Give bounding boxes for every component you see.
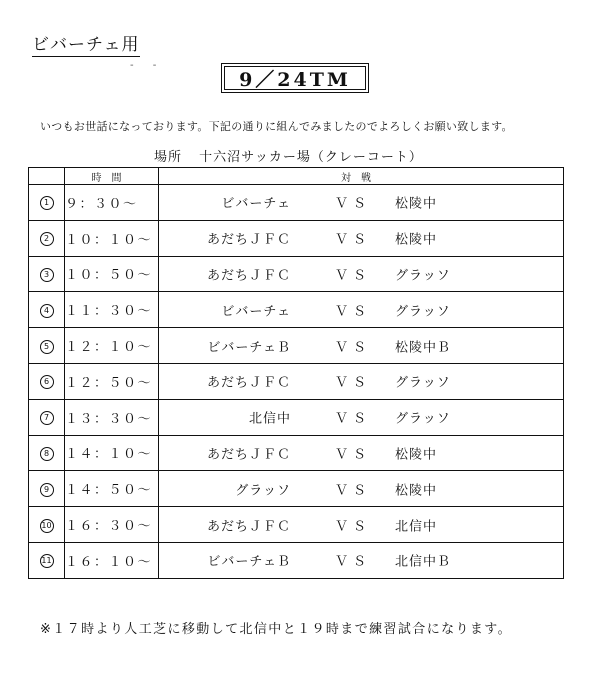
match-cell <box>159 185 564 221</box>
vs-label: ＶＳ <box>335 340 372 356</box>
row-number-cell <box>29 256 65 292</box>
match-cell <box>159 328 564 364</box>
match-cell <box>159 399 564 435</box>
match-cell <box>159 507 564 543</box>
scan-mark: - - <box>130 60 165 71</box>
table-row <box>29 256 564 292</box>
circled-number: 2 <box>40 232 54 246</box>
home-team: ビバーチェＢ <box>207 340 291 356</box>
away-team: 松陵中 <box>395 232 438 248</box>
table-row <box>29 507 564 543</box>
home-team: あだちＪＦＣ <box>206 519 291 535</box>
time-cell: １２：１０～ <box>65 328 159 364</box>
time-cell: １０：５０～ <box>65 256 159 292</box>
circled-number: 1 <box>40 196 54 210</box>
time-cell: １１：３０～ <box>65 292 159 328</box>
row-number-cell <box>29 292 65 328</box>
row-number-cell <box>29 542 65 578</box>
document-title: 9／24TM <box>224 66 366 90</box>
row-number-cell <box>29 363 65 399</box>
match-cell <box>159 363 564 399</box>
venue-label: 場所 <box>154 150 183 165</box>
row-number-cell <box>29 471 65 507</box>
match-cell <box>159 542 564 578</box>
match-cell <box>159 471 564 507</box>
vs-label: ＶＳ <box>335 232 372 248</box>
home-team: 北信中 <box>248 411 291 427</box>
away-team: グラッソ <box>395 268 451 284</box>
table-row <box>29 471 564 507</box>
away-team: グラッソ <box>395 375 451 391</box>
circled-number: 6 <box>40 375 54 389</box>
match-cell <box>159 292 564 328</box>
home-team: ビバーチェ <box>221 196 291 212</box>
time-cell: １３：３０～ <box>65 399 159 435</box>
vs-label: ＶＳ <box>335 447 372 463</box>
away-team: 北信中 <box>395 519 438 535</box>
away-team: グラッソ <box>395 304 451 320</box>
vs-label: ＶＳ <box>335 268 372 284</box>
circled-number: 8 <box>40 447 54 461</box>
header-match: 対戦 <box>159 168 564 185</box>
time-cell: ９：３０～ <box>65 185 159 221</box>
home-team: あだちＪＦＣ <box>206 268 291 284</box>
intro-text: いつもお世話になっております。下記の通りに組んでみましたのでよろしくお願い致します。 <box>40 120 513 133</box>
circled-number: 11 <box>40 554 54 568</box>
row-number-cell <box>29 399 65 435</box>
home-team: グラッソ <box>235 483 291 499</box>
table-row <box>29 185 564 221</box>
match-schedule-table <box>28 167 564 579</box>
table-row <box>29 435 564 471</box>
time-cell: １０：１０～ <box>65 220 159 256</box>
row-number-cell <box>29 507 65 543</box>
match-cell <box>159 435 564 471</box>
away-team: 北信中Ｂ <box>395 554 452 570</box>
footer-note: ※１７時より人工芝に移動して北信中と１９時まで練習試合になります。 <box>40 622 513 637</box>
time-cell: １４：５０～ <box>65 471 159 507</box>
away-team: 松陵中 <box>395 196 438 212</box>
table-row <box>29 363 564 399</box>
table-header-row <box>29 168 564 185</box>
venue-line <box>154 146 423 165</box>
header-time: 時間 <box>65 168 159 185</box>
table-row <box>29 220 564 256</box>
table-row <box>29 328 564 364</box>
table-row <box>29 542 564 578</box>
row-number-cell <box>29 185 65 221</box>
away-team: 松陵中Ｂ <box>395 340 452 356</box>
away-team: 松陵中 <box>395 483 438 499</box>
circled-number: 5 <box>40 340 54 354</box>
time-cell: １６：３０～ <box>65 507 159 543</box>
vs-label: ＶＳ <box>335 554 372 570</box>
table-row <box>29 399 564 435</box>
circled-number: 7 <box>40 411 54 425</box>
row-number-cell <box>29 435 65 471</box>
venue-name: 十六沼サッカー場（クレーコート） <box>199 150 423 165</box>
circled-number: 10 <box>40 519 54 533</box>
vs-label: ＶＳ <box>335 304 372 320</box>
vs-label: ＶＳ <box>335 196 372 212</box>
vs-label: ＶＳ <box>335 375 372 391</box>
time-cell: １２：５０～ <box>65 363 159 399</box>
row-number-cell <box>29 328 65 364</box>
time-cell: １６：１０～ <box>65 542 159 578</box>
away-team: 松陵中 <box>395 447 438 463</box>
vs-label: ＶＳ <box>335 519 372 535</box>
vs-label: ＶＳ <box>335 483 372 499</box>
home-team: ビバーチェ <box>221 304 291 320</box>
table-row <box>29 292 564 328</box>
time-cell: １４：１０～ <box>65 435 159 471</box>
header-number-cell <box>29 168 65 185</box>
match-cell <box>159 256 564 292</box>
match-cell <box>159 220 564 256</box>
home-team: ビバーチェＢ <box>207 554 291 570</box>
circled-number: 9 <box>40 483 54 497</box>
vs-label: ＶＳ <box>335 411 372 427</box>
away-team: グラッソ <box>395 411 451 427</box>
home-team: あだちＪＦＣ <box>206 375 291 391</box>
row-number-cell <box>29 220 65 256</box>
home-team: あだちＪＦＣ <box>206 447 291 463</box>
circled-number: 3 <box>40 268 54 282</box>
home-team: あだちＪＦＣ <box>206 232 291 248</box>
circled-number: 4 <box>40 304 54 318</box>
document-header-label: ビバーチェ用 <box>32 30 140 57</box>
